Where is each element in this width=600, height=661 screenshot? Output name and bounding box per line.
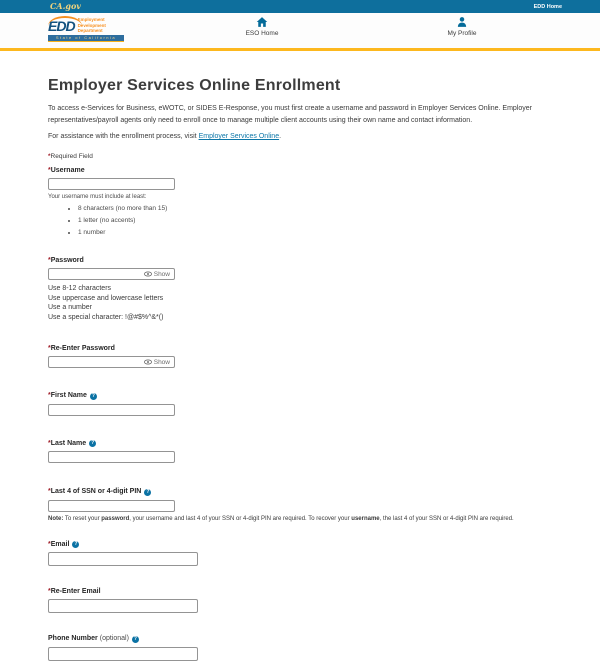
password-input[interactable] [49,269,140,279]
first-name-label [48,392,555,400]
username-group [48,167,555,236]
nav-my-profile[interactable] [427,16,497,37]
reenter-password-show-button[interactable] [140,357,174,367]
ssn-pin-label-text: Last 4 of SSN or 4-digit PIN [50,488,142,496]
reenter-password-group [48,345,555,368]
email-label [48,541,555,549]
required-asterisk: * [48,257,51,265]
required-asterisk: * [48,153,51,161]
username-rule: • 1 letter (no accents) [78,217,555,224]
phone-label-text: Phone Number [48,635,98,643]
required-field-note-text: Required Field [50,153,93,161]
main-content [0,51,600,661]
ssn-pin-input[interactable] [48,500,175,512]
required-asterisk: * [48,488,51,496]
assistance-text-suffix: . [279,133,282,141]
site-header [0,13,600,51]
help-icon[interactable]: ? [91,392,95,399]
ssn-note-bold: Note: [48,515,64,522]
required-asterisk: * [48,167,51,175]
reenter-email-input[interactable] [48,599,198,613]
first-name-label-text: First Name [50,392,87,400]
password-rules [48,284,555,322]
edd-home-link[interactable]: EDD Home [533,3,562,10]
ssn-pin-note [48,516,555,522]
last-name-label-text: Last Name [50,439,87,447]
ssn-note-text: , your username and last 4 of your SSN or 4-digit PIN are required. To recover your [129,515,352,522]
ssn-note-text: To reset your [63,515,102,522]
phone-optional-label: (optional) [99,635,129,643]
reenter-email-group [48,588,555,613]
required-asterisk: * [48,345,51,353]
edd-dept-line: Development [77,22,106,28]
ssn-pin-label [48,488,555,496]
home-icon [256,16,268,28]
password-show-button[interactable] [140,269,174,279]
required-asterisk: * [48,439,51,447]
help-icon[interactable]: ? [146,488,150,495]
help-icon[interactable]: ? [91,440,95,447]
first-name-input[interactable] [48,404,175,416]
username-label-text: Username [50,167,85,175]
ca-gov-logo[interactable]: CA.gov [50,1,81,11]
reenter-password-show-label: Show [153,358,170,366]
password-label [48,257,555,264]
email-input[interactable] [48,552,198,566]
username-label [48,167,555,174]
username-hint-title: Your username must include at least: [48,194,147,201]
password-rule: Use 8-12 characters [48,285,112,293]
last-name-group [48,440,555,464]
ssn-note-bold: username [351,515,380,522]
ssn-note-text: , the last 4 of your SSN or 4-digit PIN are required. [379,515,514,522]
username-rules-list [78,205,555,236]
password-label-text: Password [50,257,84,265]
password-show-label: Show [153,270,170,278]
person-icon [456,16,468,28]
edd-logo-acronym: EDD [48,17,75,34]
required-field-note [48,153,555,160]
eye-icon [144,359,152,365]
help-icon[interactable]: ? [133,635,137,642]
eye-icon [144,271,152,277]
help-icon[interactable]: ? [74,541,78,548]
required-asterisk: * [48,392,51,400]
password-rule: Use uppercase and lowercase letters [48,294,164,302]
intro-paragraph: To access e-Services for Business, eWOTC, or SIDES E-Response, you must first create a username and password in Employer Services Online. Employer representatives/payroll agents only need to enroll once to manage multiple client accounts using their own name and contact information. [48,105,532,124]
phone-label [48,635,555,643]
reenter-password-input[interactable] [49,357,140,367]
username-rule: • 1 number [78,229,555,236]
required-asterisk: * [48,588,51,596]
last-name-input[interactable] [48,451,175,463]
utility-topbar [0,0,600,13]
page-title: Employer Services Online Enrollment [48,77,341,94]
edd-logo-state-band [48,35,124,42]
password-input-wrap [48,268,175,280]
ssn-note-bold: password [101,515,130,522]
employer-services-online-link[interactable]: Employer Services Online [198,133,280,141]
assistance-text: For assistance with the enrollment process, visit [48,133,199,141]
reenter-email-label-text: Re-Enter Email [50,588,101,596]
ssn-pin-group [48,488,555,522]
password-rule: Use a special character: !@#$%^&*() [48,313,164,321]
reenter-password-input-wrap [48,356,175,368]
assistance-paragraph [48,133,555,140]
phone-input[interactable] [48,647,198,661]
edd-dept-line: Employment [77,17,105,22]
reenter-password-label-text: Re-Enter Password [50,345,115,353]
password-rule: Use a number [48,304,92,312]
password-group [48,257,555,322]
email-label-text: Email [50,540,70,548]
nav-eso-home[interactable] [227,16,297,37]
edd-logo[interactable] [48,17,124,42]
username-input[interactable] [48,178,175,190]
nav-my-profile-label: My Profile [447,30,477,37]
nav-eso-home-label: ESO Home [245,30,279,37]
username-rule: • 8 characters (no more than 15) [78,205,555,212]
reenter-email-label [48,588,555,595]
edd-logo-state-text: State of California [55,35,117,40]
required-asterisk: * [48,540,51,548]
phone-group [48,635,555,661]
first-name-group [48,392,555,416]
reenter-password-label [48,345,555,352]
last-name-label [48,440,555,448]
email-group [48,541,555,567]
edd-dept-line: Department [77,28,103,33]
